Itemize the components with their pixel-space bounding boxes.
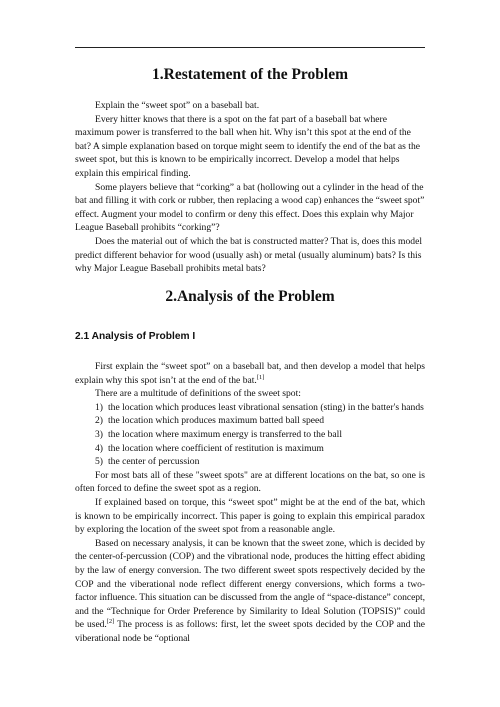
citation-ref: [1] [256, 373, 265, 381]
subsection-heading: 2.1 Analysis of Problem I [75, 331, 196, 342]
list-number: 5) [95, 456, 103, 468]
restatement-body [75, 99, 425, 276]
paragraph-text: First explain the “sweet spot” on a baseball bat, and then develop a model that helps explain why this spot isn’t at the end of the bat. [75, 361, 425, 386]
list-item [75, 442, 425, 456]
paragraph: Every hitter knows that there is a spot on the fat part of a baseball bat where maximum power is transferred to the ball when hit. Why isn’t this spot at the end of the bat? A simple explanation based on torque might seem to identify the end of the bat as the sweet spot, but this is known to be empirically incorrect. Develop a model that helps explain this empirical finding. [75, 113, 421, 179]
list-number: 4) [95, 442, 103, 454]
section-heading-analysis: 2.Analysis of the Problem [165, 288, 335, 305]
list-number: 1) [95, 401, 103, 413]
list-number: 3) [95, 428, 103, 440]
list-text: the center of percussion [108, 456, 200, 468]
list-number: 2) [95, 415, 103, 427]
paragraph: For most bats all of these "sweet spots" are at different locations on the bat, so one is often forced to define the sweet spot as a region. [75, 469, 425, 495]
list-lead: There are a multitude of definitions of the sweet spot: [95, 388, 301, 400]
list-text: the location which produces least vibrational sensation (sting) in the batter's hands [108, 401, 424, 413]
paragraph-text: The process is as follows: first, let the sweet spots decided by the COP and the viberational node be “optional [75, 619, 425, 644]
list-item [75, 414, 425, 428]
analysis-body [75, 360, 425, 645]
paragraph: If explained based on torque, this “sweet spot” might be at the end of the bat, which is known to be empirically incorrect. This paper is going to explain this empirical paradox by exploring the location of the sweet spot from a reasonable angle. [75, 496, 425, 536]
header-rule [75, 47, 425, 48]
list-item [75, 428, 425, 442]
paragraph: Explain the “sweet spot” on a baseball bat. [95, 100, 260, 111]
list-text: the location where maximum energy is transferred to the ball [108, 428, 342, 440]
paragraph [75, 537, 425, 646]
list-item [75, 455, 425, 469]
paragraph: Does the material out of which the bat is constructed matter? That is, does this model predict different behavior for wood (usually ash) or metal (usually aluminum) bats? Is this why Major League Baseball prohibits metal bats? [75, 235, 422, 275]
section-heading-restatement: 1.Restatement of the Problem [152, 66, 348, 83]
paragraph: Some players believe that “corking” a bat (hollowing out a cylinder in the head of the bat and filling it with cork or rubber, then replacing a wood cap) enhances the “sweet spot” effect. Augment your model to confirm or deny this effect. Does this explain why Major League Baseball prohibits “corking”? [75, 181, 425, 234]
list-item [75, 401, 425, 415]
paragraph-text: Based on necessary analysis, it can be known that the sweet zone, which is decided by the center-of-percussion (COP) and the vibrational node, produces the hitting effect abiding by the law of energy conversion. The two different sweet spots respectively decided by the COP and the viberational node reflect different energy conversions, which forms a two-factor influence. This situation can be discussed from the angle of “space-distance” concept, and the “Technique for Order Preference by Similarity to Ideal Solution (TOPSIS)” could be used. [75, 537, 425, 631]
paragraph [75, 360, 425, 387]
citation-ref: [2] [106, 618, 115, 626]
list-text: the location where coefficient of restitution is maximum [108, 442, 324, 454]
definitions-list [75, 401, 425, 469]
list-text: the location which produces maximum batted ball speed [108, 415, 325, 427]
